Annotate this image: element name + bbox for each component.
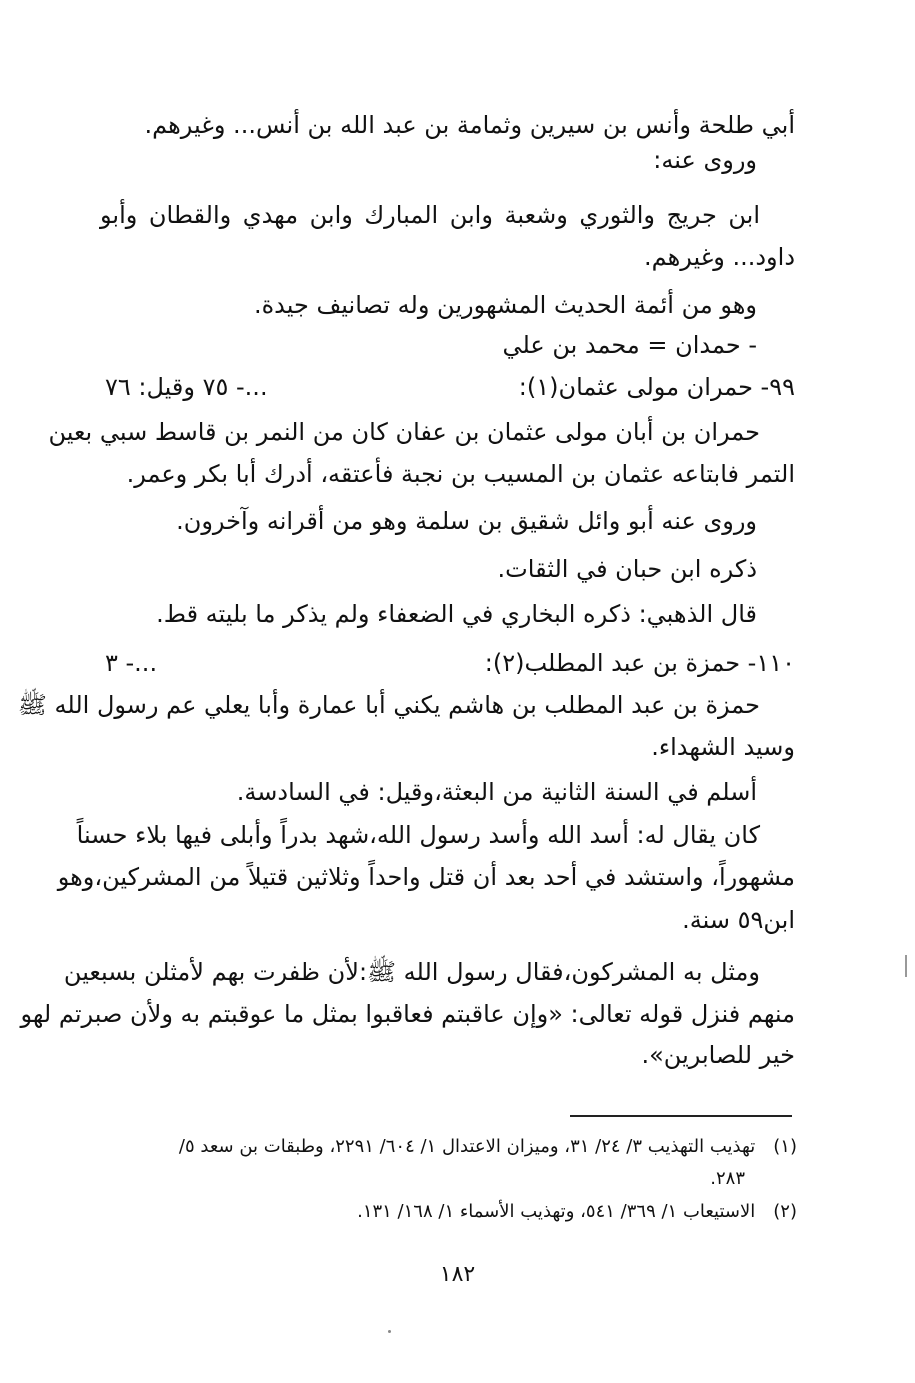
footnote-1-continuation: ٢٨٣. (710, 1168, 745, 1189)
body-line-2: وروى عنه: (653, 146, 757, 174)
body-line-8: التمر فابتاعه عثمان بن المسيب بن نجبة فأعتقه، أدرك أبا بكر وعمر. (126, 460, 795, 488)
body-line-14: أسلم في السنة الثانية من البعثة،وقيل: في السادسة. (236, 778, 757, 806)
margin-mark (905, 955, 907, 977)
entry-99-dates: ...- ٧٥ وقيل: ٧٦ (105, 373, 268, 401)
footnote-1-text: تهذيب التهذيب ٣/ ٢٤/ ٣١، وميزان الاعتدال ١/ ٦٠٤/ ٢٢٩١، وطبقات بن سعد ٥/ (178, 1136, 756, 1157)
body-line-1: أبي طلحة وأنس بن سيرين وثمامة بن عبد الله بن أنس... وغيرهم. (144, 111, 795, 139)
footnote-2-text: الاستيعاب ١/ ٣٦٩/ ٥٤١، وتهذيب الأسماء ١/ ١٦٨/ ١٣١. (357, 1201, 756, 1222)
body-line-9: وروى عنه أبو وائل شقيق بن سلمة وهو من أقرانه وآخرون. (176, 507, 757, 535)
body-line-16: مشهوراً، واستشد في أحد بعد أن قتل واحداً وثلاثين قتيلاً من المشركين،وهو (57, 863, 795, 891)
body-line-3: ابن جريج والثوري وشعبة وابن المبارك وابن مهدي والقطان وأبو (100, 201, 760, 229)
body-line-10: ذكره ابن حبان في الثقات. (497, 555, 757, 583)
footnote-2 (357, 1198, 797, 1226)
footnote-2-number: (٢) (773, 1201, 797, 1222)
body-line-4: داود... وغيرهم. (643, 243, 795, 271)
footnote-divider (570, 1115, 792, 1117)
body-line-18: ومثل به المشركون،فقال رسول الله ﷺ:لأن ظفرت بهم لأمثلن بسبعين (63, 958, 760, 986)
footnote-1 (179, 1133, 797, 1161)
entry-110-heading: ١١٠- حمزة بن عبد المطلب(٢): (484, 649, 795, 677)
entry-110-dates: ...- ٣ (105, 649, 158, 677)
body-line-11: قال الذهبي: ذكره البخاري في الضعفاء ولم يذكر ما بليته قط. (156, 600, 757, 628)
body-line-19: منهم فنزل قوله تعالى: «وإن عاقبتم فعاقبوا بمثل ما عوقبتم به ولأن صبرتم لهو (20, 1000, 795, 1028)
body-line-5: وهو من أئمة الحديث المشهورين وله تصانيف جيدة. (253, 291, 757, 319)
footnote-1-number: (١) (773, 1136, 797, 1157)
body-line-7: حمران بن أبان مولى عثمان بن عفان كان من النمر بن قاسط سبي بعين (48, 418, 760, 446)
scan-speck (388, 1330, 391, 1333)
body-line-17: ابن٥٩ سنة. (682, 906, 795, 934)
body-line-15: كان يقال له: أسد الله وأسد رسول الله،شهد بدراً وأبلى فيها بلاء حسناً (76, 821, 760, 849)
body-line-6: - حمدان = محمد بن علي (502, 331, 757, 359)
page-number: ١٨٢ (439, 1262, 476, 1287)
body-line-12: حمزة بن عبد المطلب بن هاشم يكني أبا عمارة وأبا يعلي عم رسول الله ﷺ (17, 691, 760, 719)
body-line-13: وسيد الشهداء. (651, 733, 795, 761)
body-line-20: خير للصابرين». (641, 1041, 795, 1069)
entry-99-heading: ٩٩- حمران مولى عثمان(١): (518, 373, 795, 401)
